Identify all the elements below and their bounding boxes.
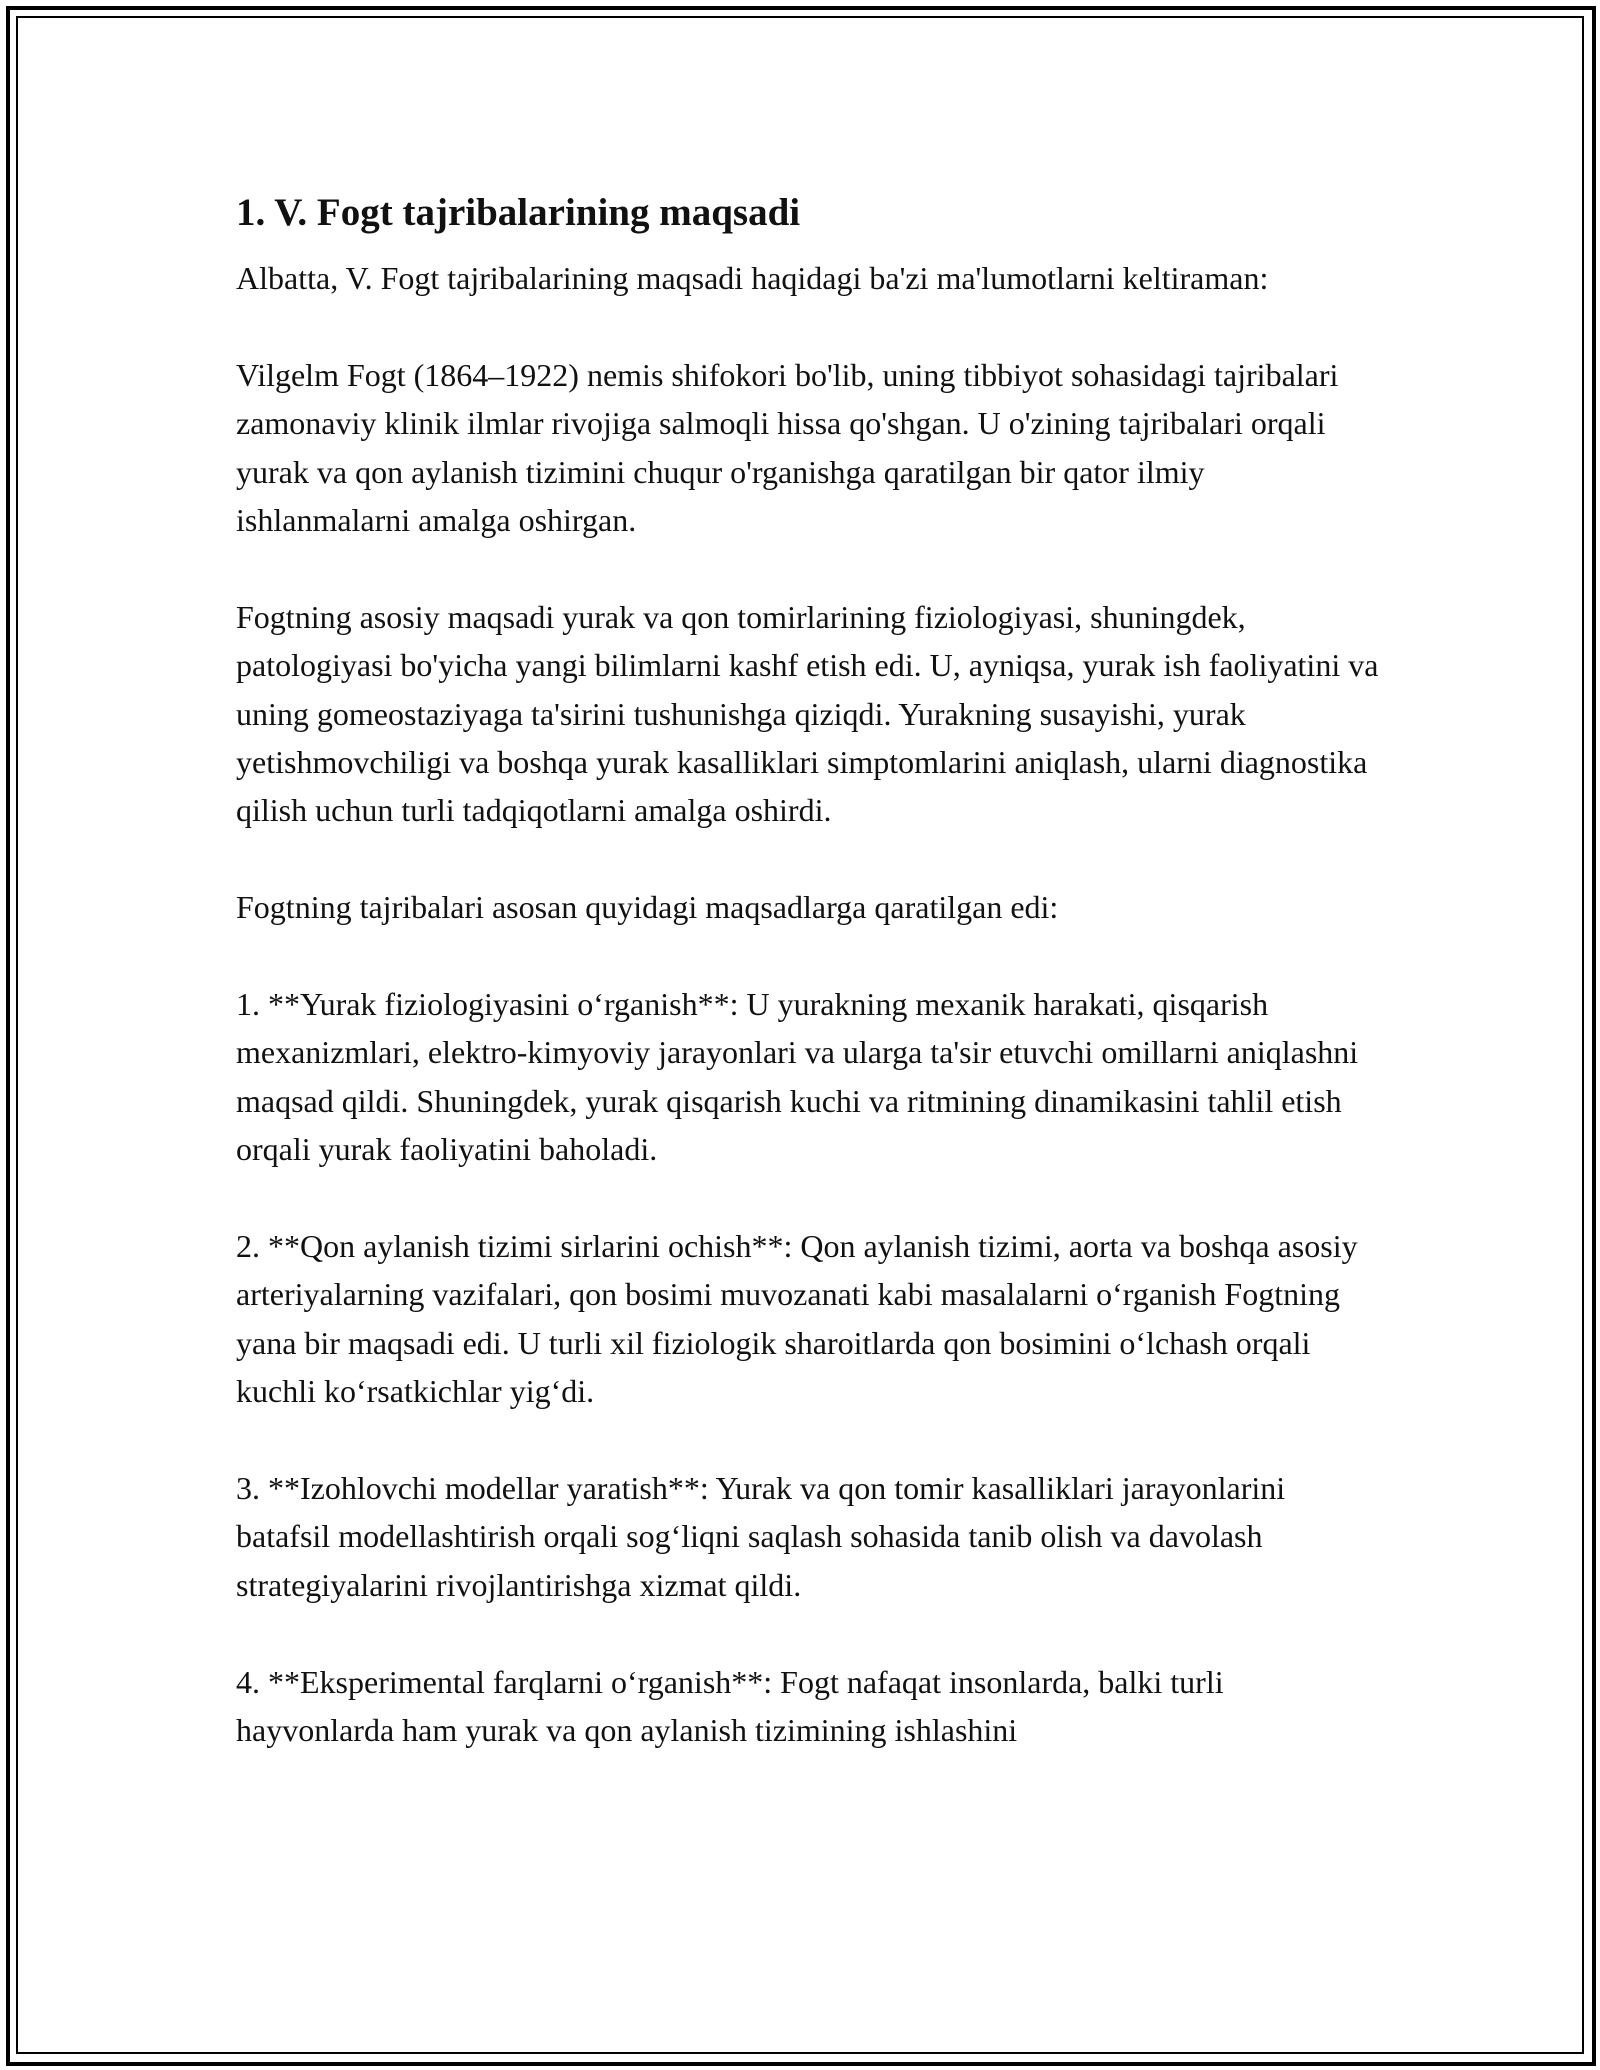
document-body [236, 186, 1386, 1754]
list-item-circulation: 2. **Qon aylanish tizimi sirlarini ochish**: Qon aylanish tizimi, aorta va boshqa asosiy arteriyalarning vazifalari, qon bosimi muvozanati kabi masalalarni o‘rganish Fogtning yana bir maqsadi edi. U turli xil fiziologik sharoitlarda qon bosimini o‘lchash orqali kuchli ko‘rsatkichlar yig‘di. [236, 1228, 1358, 1410]
main-goal-paragraph: Fogtning asosiy maqsadi yurak va qon tomirlarining fiziologiyasi, shuningdek, patologiyasi bo'yicha yangi bilimlarni kashf etish edi. U, ayniqsa, yurak ish faoliyatini va uning gomeostaziyaga ta'sirini tushunishga qiziqdi. Yurakning susayishi, yurak yetishmovchiligi va boshqa yurak kasalliklari simptomlarini aniqlash, ularni diagnostika qilish uchun turli tadqiqotlarni amalga oshirdi. [236, 598, 1379, 829]
list-item-experimental: 4. **Eksperimental farqlarni o‘rganish**: Fogt nafaqat insonlarda, balki turli hayvonlarda ham yurak va qon aylanish tizimining ishlashini [236, 1663, 1224, 1749]
page-title: 1. V. Fogt tajribalarining maqsadi [236, 191, 801, 234]
intro-paragraph: Albatta, V. Fogt tajribalarining maqsadi haqidagi ba'zi ma'lumotlarni keltiraman: [236, 260, 1269, 296]
list-item-heart-physiology: 1. **Yurak fiziologiyasini o‘rganish**: U yurakning mexanik harakati, qisqarish mexanizmlari, elektro-kimyoviy jarayonlari va ularga ta'sir etuvchi omillarni aniqlashni maqsad qildi. Shuningdek, yurak qisqarish kuchi va ritmining dinamikasini tahlil etish orqali yurak faoliyatini baholadi. [236, 986, 1359, 1168]
goals-intro-paragraph: Fogtning tajribalari asosan quyidagi maqsadlarga qaratilgan edi: [236, 889, 1059, 926]
biography-paragraph: Vilgelm Fogt (1864–1922) nemis shifokori bo'lib, uning tibbiyot sohasidagi tajribalari zamonaviy klinik ilmlar rivojiga salmoqli hissa qo'shgan. U o'zining tajribalari orqali yurak va qon aylanish tizimini chuqur o'rganishga qaratilgan bir qator ilmiy ishlanmalarni amalga oshirgan. [236, 356, 1339, 539]
list-item-models: 3. **Izohlovchi modellar yaratish**: Yurak va qon tomir kasalliklari jarayonlarini batafsil modellashtirish orqali sog‘liqni saqlash sohasida tanib olish va davolash strategiyalarini rivojlantirishga xizmat qildi. [236, 1470, 1286, 1603]
